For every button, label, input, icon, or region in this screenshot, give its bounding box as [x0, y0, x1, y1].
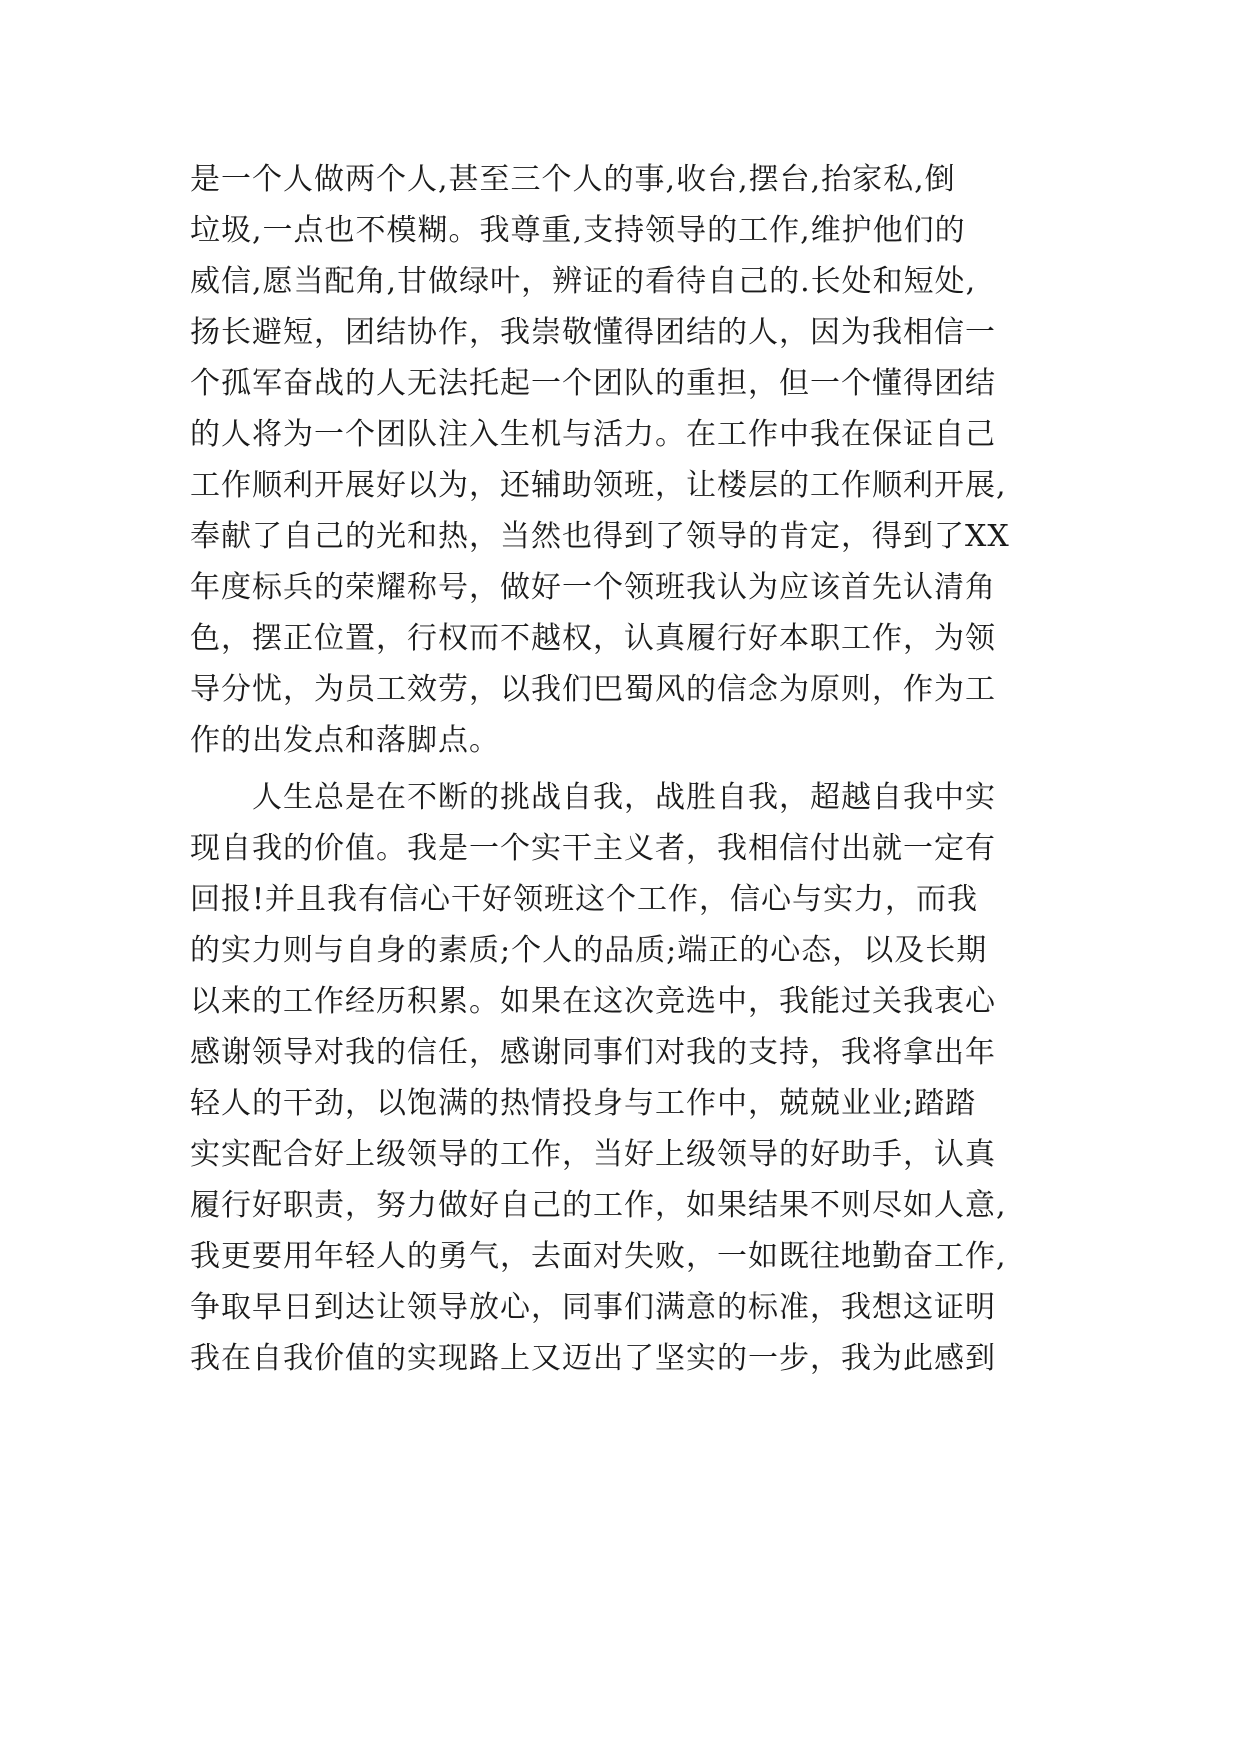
text-line: 扬长避短，团结协作，我崇敬懂得团结的人，因为我相信一 — [190, 315, 996, 350]
text-line: 奉献了自己的光和热，当然也得到了领导的肯定，得到了XX — [190, 519, 1010, 554]
text-line: 威信,愿当配角,甘做绿叶，辨证的看待自己的.长处和短处, — [190, 264, 977, 299]
text-line: 年度标兵的荣耀称号，做好一个领班我认为应该首先认清角 — [190, 570, 996, 605]
text-line: 实实配合好上级领导的工作，当好上级领导的好助手，认真 — [190, 1137, 996, 1172]
text-line: 人生总是在不断的挑战自我，战胜自我，超越自我中实 — [190, 780, 996, 815]
text-line: 轻人的干劲，以饱满的热情投身与工作中，兢兢业业;踏踏 — [190, 1086, 977, 1121]
text-line: 我在自我价值的实现路上又迈出了坚实的一步，我为此感到 — [190, 1341, 996, 1376]
text-line: 是一个人做两个人,甚至三个人的事,收台,摆台,抬家私,倒 — [190, 162, 956, 197]
text-line: 以来的工作经历积累。如果在这次竞选中，我能过关我衷心 — [190, 984, 996, 1019]
text-line: 的人将为一个团队注入生机与活力。在工作中我在保证自己 — [190, 417, 996, 452]
text-line: 履行好职责，努力做好自己的工作，如果结果不则尽如人意, — [190, 1188, 1007, 1223]
text-line: 现自我的价值。我是一个实干主义者，我相信付出就一定有 — [190, 831, 996, 866]
text-line: 个孤军奋战的人无法托起一个团队的重担，但一个懂得团结 — [190, 366, 996, 401]
paragraph-1 — [190, 154, 1070, 766]
text-line: 的实力则与自身的素质;个人的品质;端正的心态，以及长期 — [190, 933, 988, 968]
text-line: 争取早日到达让领导放心，同事们满意的标准，我想这证明 — [190, 1290, 996, 1325]
paragraph-2 — [190, 772, 1070, 1384]
text-line: 色，摆正位置，行权而不越权，认真履行好本职工作，为领 — [190, 621, 996, 656]
text-line: 回报!并且我有信心干好领班这个工作，信心与实力，而我 — [190, 882, 979, 917]
text-line: 感谢领导对我的信任，感谢同事们对我的支持，我将拿出年 — [190, 1035, 996, 1070]
text-line: 工作顺利开展好以为，还辅助领班，让楼层的工作顺利开展, — [190, 468, 1007, 503]
text-line: 作的出发点和落脚点。 — [190, 723, 500, 758]
text-line: 导分忧，为员工效劳，以我们巴蜀风的信念为原则，作为工 — [190, 672, 996, 707]
document-body — [190, 154, 1070, 1384]
text-line: 我更要用年轻人的勇气，去面对失败，一如既往地勤奋工作, — [190, 1239, 1007, 1274]
text-line: 垃圾,一点也不模糊。我尊重,支持领导的工作,维护他们的 — [190, 213, 966, 248]
